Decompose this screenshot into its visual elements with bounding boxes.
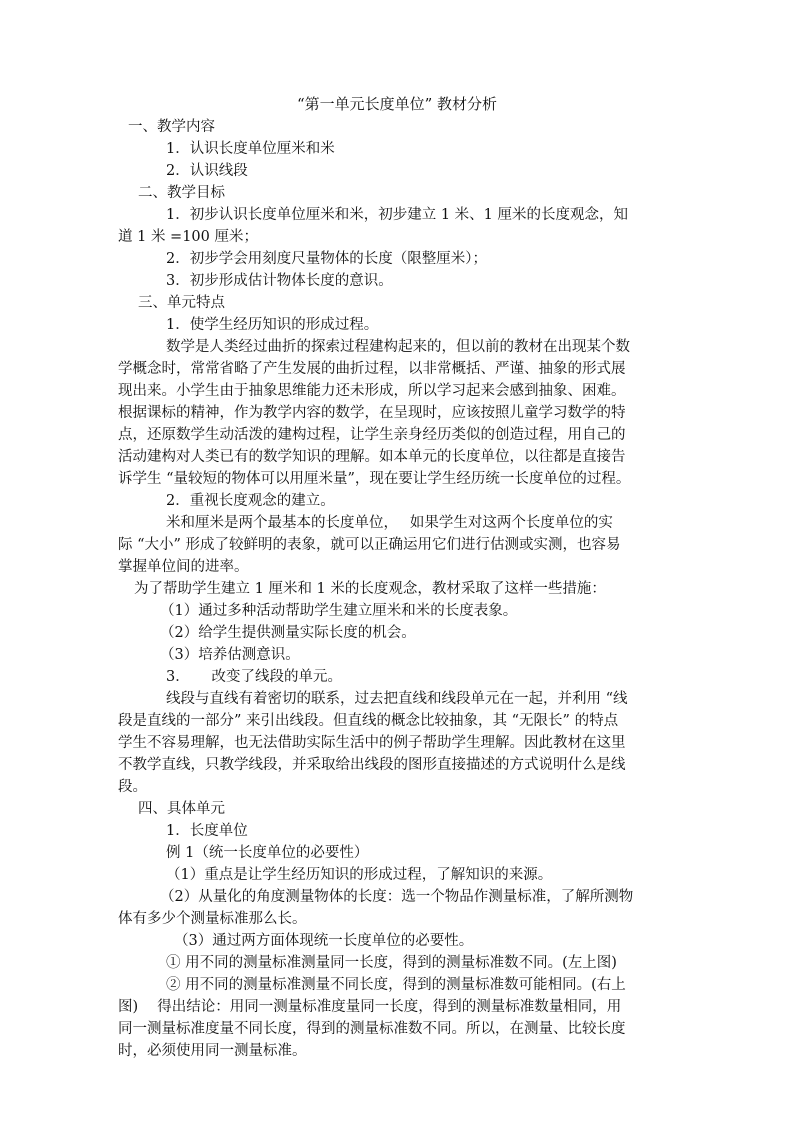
text-line: ① 用不同的测量标准测量同一长度，得到的测量标准数不同。(左上图) xyxy=(166,955,617,971)
text-line: （1）通过多种活动帮助学生建立厘米和米的长度表象。 xyxy=(160,603,518,619)
text-line: （2）给学生提供测量实际长度的机会。 xyxy=(160,625,416,641)
text-line: （3）培养估测意识。 xyxy=(160,647,300,663)
text-line: 2．认识线段 xyxy=(166,163,248,179)
text-line: 1．初步认识长度单位厘米和米，初步建立 1 米、1 厘米的长度观念，知 xyxy=(166,207,629,223)
text-line: 三、单元特点 xyxy=(138,295,225,311)
text-line: 3．初步形成估计物体长度的意识。 xyxy=(166,273,393,289)
text-line: （1）重点是让学生经历知识的形成过程，了解知识的来源。 xyxy=(166,867,553,883)
text-line: 图) 得出结论：用同一测量标准度量同一长度，得到的测量标准数量相同，用 xyxy=(118,999,622,1015)
text-line: 际 “大小” 形成了较鲜明的表象，就可以正确运用它们进行估测或实测，也容易 xyxy=(118,537,621,553)
text-line: 1．认识长度单位厘米和米 xyxy=(166,141,335,157)
text-line: （3）通过两方面体现统一长度单位的必要性。 xyxy=(174,933,474,949)
text-line: 米和厘米是两个最基本的长度单位， 如果学生对这两个长度单位的实 xyxy=(166,515,613,531)
text-line: 活动建构对人类已有的数学知识的理解。如本单元的长度单位，以往都是直接告 xyxy=(118,449,626,465)
text-line: 2．初步学会用刻度尺量物体的长度（限整厘米）； xyxy=(166,251,487,267)
text-line: 根据课标的精神，作为教学内容的数学，在呈现时，应该按照儿童学习数学的特 xyxy=(118,405,626,421)
text-line: 数学是人类经过曲折的探索过程建构起来的，但以前的教材在出现某个数 xyxy=(166,339,630,355)
text-line: 不教学直线，只教学线段，并采取给出线段的图形直接描述的方式说明什么是线 xyxy=(118,757,626,773)
text-line: 为了帮助学生建立 1 厘米和 1 米的长度观念，教材采取了这样一些措施： xyxy=(134,581,606,597)
text-line: 掌握单位间的进率。 xyxy=(118,559,249,575)
text-line: 线段与直线有着密切的联系，过去把直线和线段单元在一起，并利用 “线 xyxy=(166,691,628,707)
document-title: “第一单元长度单位” 教材分析 xyxy=(296,95,498,113)
text-line: 一、教学内容 xyxy=(128,119,215,135)
text-line: （2）从量化的角度测量物体的长度：选一个物品作测量标准，了解所测物 xyxy=(160,889,634,905)
text-line: 3． 改变了线段的单元。 xyxy=(166,669,342,685)
text-line: 二、教学目标 xyxy=(138,185,225,201)
text-line: 学生不容易理解，也无法借助实际生活中的例子帮助学生理解。因此教材在这里 xyxy=(118,735,626,751)
text-line: 体有多少个测量标准那么长。 xyxy=(118,911,307,927)
text-line: 诉学生 “量较短的物体可以用厘米量”，现在要让学生经历统一长度单位的过程。 xyxy=(118,471,631,487)
text-line: 四、具体单元 xyxy=(138,801,225,817)
text-line: 道 1 米 =100 厘米； xyxy=(118,229,258,245)
text-line: 现出来。小学生由于抽象思维能力还未形成，所以学习起来会感到抽象、困难。 xyxy=(118,383,626,399)
text-line: 学概念时，常常省略了产生发展的曲折过程，以非常概括、严谨、抽象的形式展 xyxy=(118,361,626,377)
text-line: 1．使学生经历知识的形成过程。 xyxy=(166,317,379,333)
text-line: 例 1（统一长度单位的必要性） xyxy=(166,845,369,861)
text-line: ② 用不同的测量标准测量不同长度，得到的测量标准数可能相同。(右上 xyxy=(166,977,626,993)
text-line: 时，必须使用同一测量标准。 xyxy=(118,1043,307,1059)
text-line: 点，还原数学生动活泼的建构过程，让学生亲身经历类似的创造过程，用自己的 xyxy=(118,427,626,443)
text-line: 段是直线的一部分” 来引出线段。但直线的概念比较抽象，其 “无限长” 的特点 xyxy=(118,713,619,729)
text-line: 1．长度单位 xyxy=(166,823,248,839)
text-line: 同一测量标准度量不同长度，得到的测量标准数不同。所以，在测量、比较长度 xyxy=(118,1021,626,1037)
text-line: 2．重视长度观念的建立。 xyxy=(166,493,335,509)
text-line: 段。 xyxy=(118,779,147,795)
